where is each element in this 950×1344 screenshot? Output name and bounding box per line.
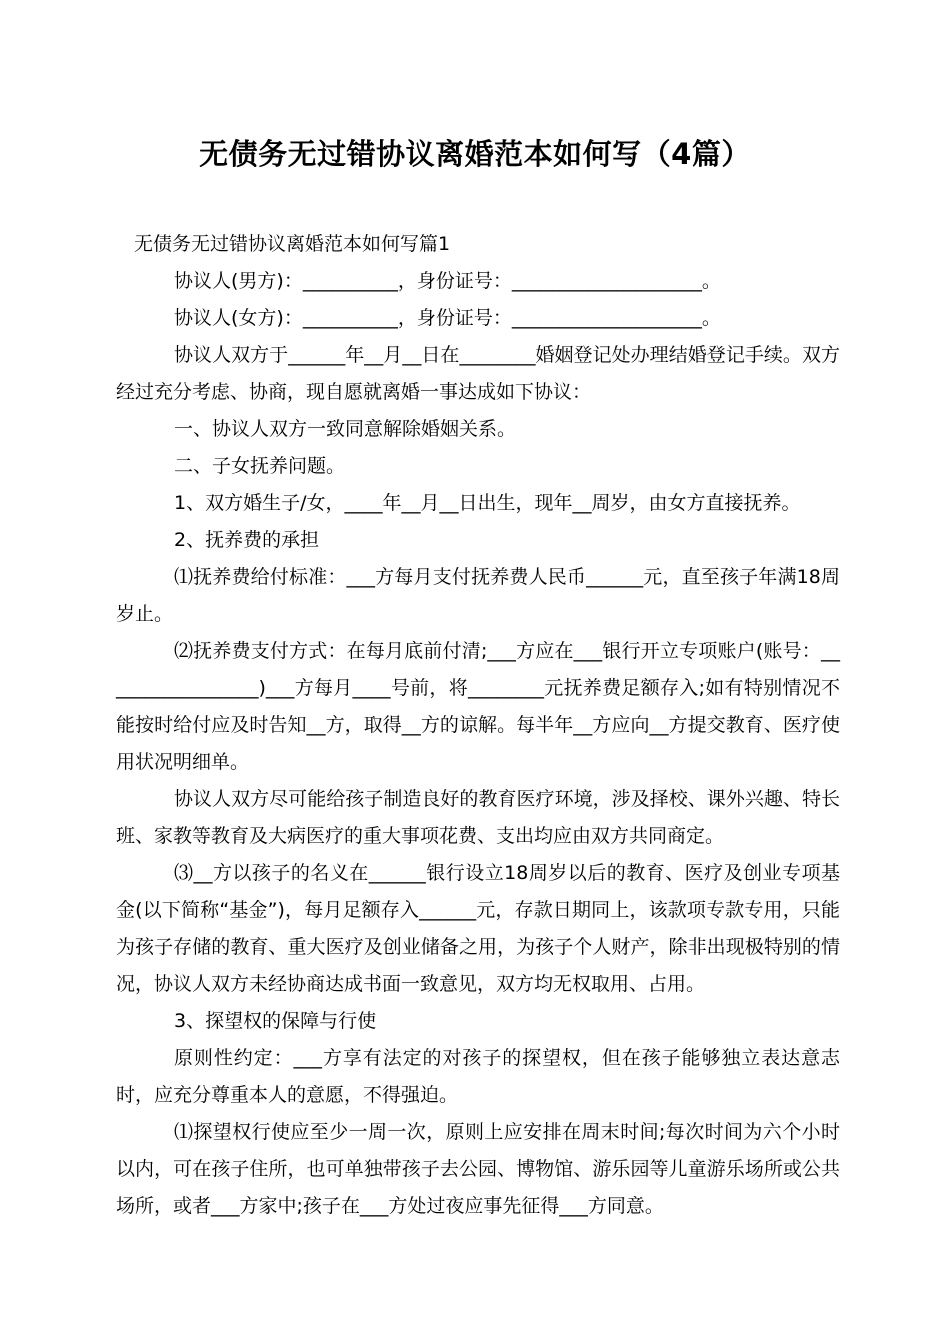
paragraph-party-male: 协议人(男方)：__________，身份证号：____________________。 bbox=[174, 270, 721, 292]
paragraph-visitation-frequency: ⑴探望权行使应至少一周一次，原则上应安排在周末时间;每次时间为六个小时以内，可在孩子住所，也可单独带孩子去公园、博物馆、游乐园等儿童游乐场所或公共场所，或者___方家中;孩子在___方处过夜应事先征得___方同意。 bbox=[116, 1121, 840, 1217]
document-body bbox=[116, 226, 840, 1225]
document-title: 无债务无过错协议离婚范本如何写（4篇） bbox=[199, 137, 751, 171]
paragraph-support-heading: 2、抚养费的承担 bbox=[174, 529, 320, 551]
paragraph-marriage-registration: 协议人双方于______年__月__日在________婚姻登记处办理结婚登记手续。双方经过充分考虑、协商，现自愿就离婚一事达成如下协议： bbox=[116, 344, 840, 403]
paragraph-fund: ⑶__方以孩子的名义在______银行设立18周岁以后的教育、医疗及创业专项基金(以下简称“基金”)，每月足额存入______元，存款日期同上，该款项专款专用，只能为孩子存储的教育、重大医疗及创业储备之用，为孩子个人财产，除非出现极特别的情况，协议人双方未经协商达成书面一致意见，双方均无权取用、占用。 bbox=[116, 862, 840, 995]
paragraph-support-payment: ⑵抚养费支付方式：在每月底前付清;___方应在___银行开立专项账户(账号：_________________)___方每月____号前，将________元抚养费足额存入;如有特别情况不能按时给付应及时告知__方，取得__方的谅解。每半年__方应向__方提交教育、医疗使用状况明细单。 bbox=[116, 640, 840, 773]
paragraph-clause-1: 一、协议人双方一致同意解除婚姻关系。 bbox=[174, 418, 517, 440]
paragraph-education-environment: 协议人双方尽可能给孩子制造良好的教育医疗环境，涉及择校、课外兴趣、特长班、家教等教育及大病医疗的重大事项花费、支出均应由双方共同商定。 bbox=[116, 788, 840, 847]
paragraph-party-female: 协议人(女方)：__________，身份证号：____________________。 bbox=[174, 307, 721, 329]
paragraph-child: 1、双方婚生子/女，____年__月__日出生，现年__周岁，由女方直接抚养。 bbox=[174, 492, 801, 514]
paragraph-visitation-principle: 原则性约定：___方享有法定的对孩子的探望权，但在孩子能够独立表达意志时，应充分尊重本人的意愿，不得强迫。 bbox=[116, 1047, 840, 1106]
paragraph-support-standard: ⑴抚养费给付标准：___方每月支付抚养费人民币______元，直至孩子年满18周岁止。 bbox=[116, 566, 840, 625]
paragraph-clause-2: 二、子女抚养问题。 bbox=[174, 455, 346, 477]
paragraph-visitation-heading: 3、探望权的保障与行使 bbox=[174, 1010, 377, 1032]
section-heading: 无债务无过错协议离婚范本如何写篇1 bbox=[134, 233, 451, 255]
